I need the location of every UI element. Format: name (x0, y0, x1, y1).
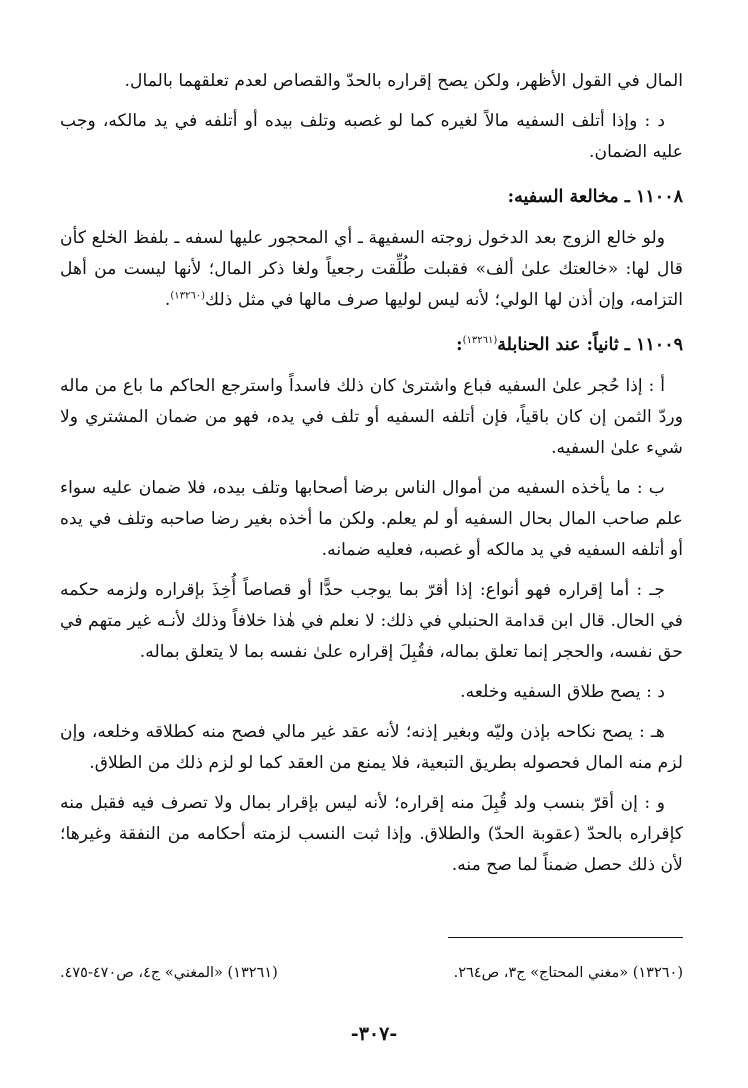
footnote-ref: (١٣٢٦٠) (170, 290, 206, 302)
page-body (60, 66, 683, 890)
paragraph: المال في القول الأظهر، ولكن يصح إقراره بالحدّ والقصاص لعدم تعلقهما بالمال. (124, 71, 683, 91)
section-heading: ١١٠٠٩ ـ ثانياً: عند الحنابلة$^{(١٣٢٦١)}$: (456, 335, 683, 355)
paragraph: د : يصح طلاق السفيه وخلعه. (460, 682, 665, 702)
paragraph: ولو خالع الزوج بعد الدخول زوجته السفيهة ـ أي المحجور عليها لسفه ـ بلفظ الخلع كأن قال لها: «خالعتك علىٰ ألف» فقبلت طُلِّقت رجعياً ولغا ذكر المال؛ لأنها ليست من أهل التزامه، وإن أذن لها الولي؛ لأنه ليس لوليها صرف مالها في مثل ذلك$^{(١٣٢٦٠)}$. (60, 228, 683, 310)
paragraph: أ : إذا حُجر علىٰ السفيه فباع واشترىٰ كان ذلك فاسداً واسترجع الحاكم ما باع من ماله وردّ الثمن إن كان باقياً، فإن أتلفه السفيه أو تلف في يده، فهو من ضمان المشتري ولا شيء علىٰ السفيه. (60, 376, 683, 458)
paragraph: و : إن أقرّ بنسب ولد قُبِلَ منه إقراره؛ لأنه ليس بإقرار بمال ولا تصرف فيه فقبل منه كإقراره بالحدّ (عقوبة الحدّ) والطلاق. وإذا ثبت النسب لزمته أحكامه من النفقة وغيرها؛ لأن ذلك حصل ضمناً لما صح منه. (60, 793, 683, 875)
paragraph: ب : ما يأخذه السفيه من أموال الناس برضا أصحابها وتلف بيده، فلا ضمان عليه سواء علم صاحب المال بحال السفيه أو لم يعلم. ولكن ما أخذه بغير رضا صاحبه وتلف في يده أو أتلفه السفيه في يد مالكه أو غصبه، فعليه ضمانه. (60, 478, 683, 560)
paragraph: هـ : يصح نكاحه بإذن وليّه وبغير إذنه؛ لأنه عقد غير مالي فصح منه كطلاقه وخلعه، وإن لزم منه المال فحصوله بطريق التبعية، فلا يمنع من العقد كما لو لزم ذلك من الطلاق. (60, 722, 683, 773)
footnote-ref: (١٣٢٦١) (462, 335, 498, 347)
footnote: (١٣٢٦٠) «مغني المحتاج» ج٣، ص٢٦٤. (453, 965, 683, 981)
footnote-divider (448, 937, 683, 938)
footnote: (١٣٢٦١) «المغني» ج٤، ص٤٧٠-٤٧٥. (60, 965, 278, 981)
footnotes (60, 962, 683, 984)
paragraph: جـ : أما إقراره فهو أنواع: إذا أقرّ بما يوجب حدًّا أو قصاصاً أُخِذَ بإقراره ولزمه حكمه في الحال. قال ابن قدامة الحنبلي في ذلك: لا نعلم في هٰذا خلافاً وذلك لأنـه غير متهم في حق نفسه، والحجر إنما تعلق بماله، فقُبِلَ إقراره علىٰ نفسه بما لا يتعلق بماله. (60, 580, 683, 662)
section-heading: ١١٠٠٨ ـ مخالعة السفيه: (507, 187, 683, 207)
page-number: -٣٠٧- (350, 1023, 398, 1045)
paragraph: د : وإذا أتلف السفيه مالاً لغيره كما لو غصبه وتلف بيده أو أتلفه في يد مالكه، وجب عليه الضمان. (60, 111, 683, 162)
